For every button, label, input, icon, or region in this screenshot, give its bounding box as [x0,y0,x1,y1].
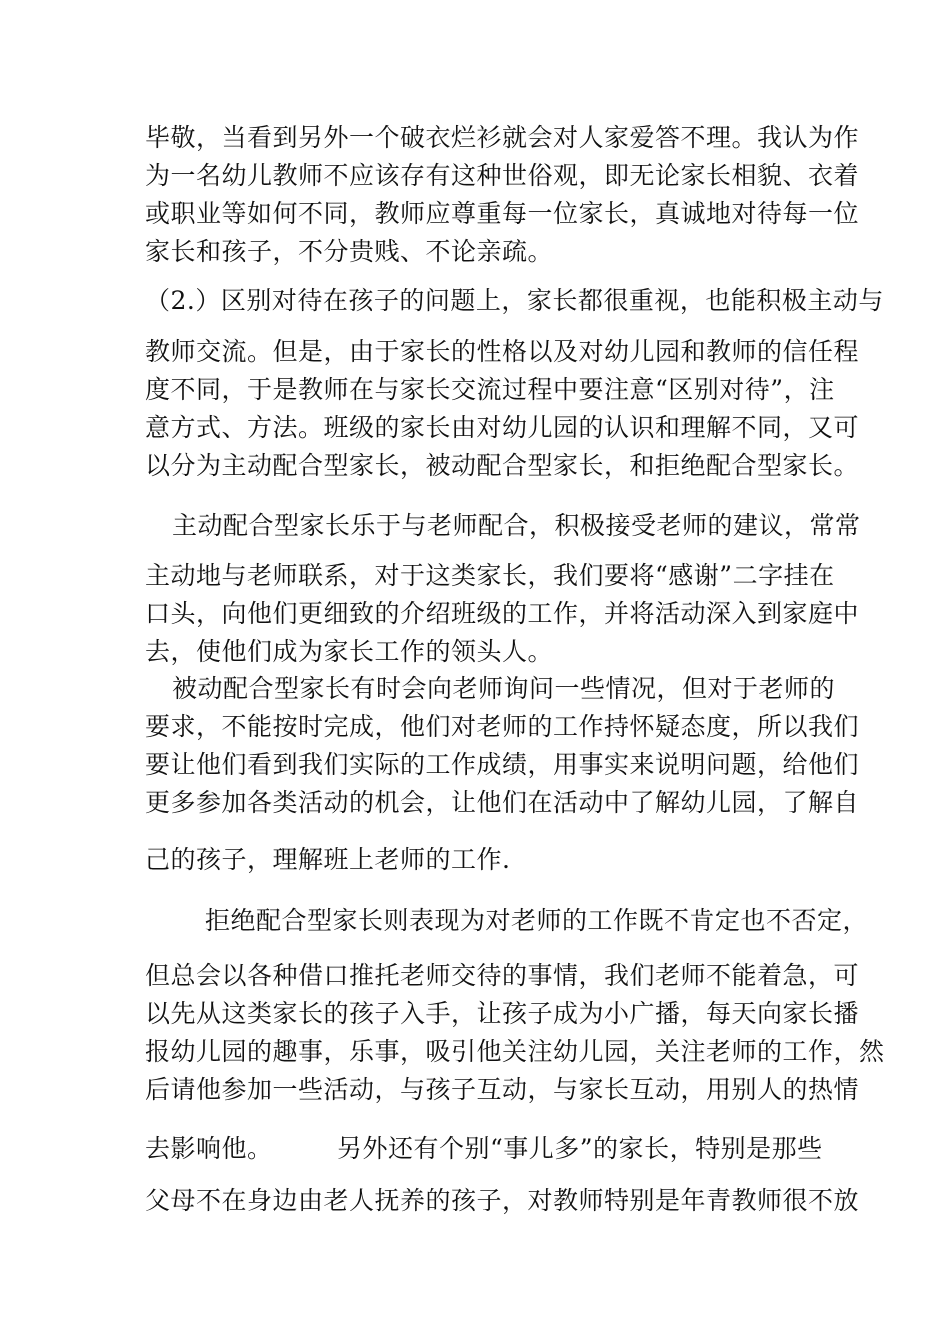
text-line: 要让他们看到我们实际的工作成绩，用事实来说明问题，给他们 [145,750,860,779]
text-line: 但总会以各种借口推托老师交待的事情，我们老师不能着急，可 [145,961,860,990]
text-line: 己的孩子，理解班上老师的工作. [145,845,511,874]
text-line: （2.）区别对待在孩子的问题上，家长都很重视，也能积极主动与 [145,286,884,315]
text-line: 度不同，于是教师在与家长交流过程中要注意“区别对待”，注 [145,375,835,404]
text-line: 父母不在身边由老人抚养的孩子，对教师特别是年青教师很不放 [145,1186,860,1215]
text-line: 主动地与老师联系，对于这类家长，我们要将“感谢”二字挂在 [145,561,835,590]
text-line: 后请他参加一些活动，与孩子互动，与家长互动，用别人的热情 [145,1075,860,1104]
text-line: 要求，不能按时完成，他们对老师的工作持怀疑态度，所以我们 [145,712,860,741]
text-line: 更多参加各类活动的机会，让他们在活动中了解幼儿园，了解自 [145,788,860,817]
text-line: 报幼儿园的趣事，乐事，吸引他关注幼儿园，关注老师的工作，然 [145,1037,885,1066]
text-line: 家长和孩子，不分贵贱、不论亲疏。 [145,237,554,266]
text-line: 为一名幼儿教师不应该存有这种世俗观，即无论家长相貌、衣着 [145,161,860,190]
text-line: 或职业等如何不同，教师应尊重每一位家长，真诚地对待每一位 [145,199,860,228]
text-line: 拒绝配合型家长则表现为对老师的工作既不肯定也不否定， [205,906,869,935]
text-line: 被动配合型家长有时会向老师询问一些情况，但对于老师的 [172,674,836,703]
text-line: 去，使他们成为家长工作的领头人。 [145,637,554,666]
text-line: 另外还有个别“事儿多”的家长，特别是那些 [337,1134,823,1163]
text-line: 口头，向他们更细致的介绍班级的工作，并将活动深入到家庭中 [145,599,860,628]
text-line: 教师交流。但是，由于家长的性格以及对幼儿园和教师的信任程 [145,337,860,366]
text-line: 主动配合型家长乐于与老师配合，积极接受老师的建议，常常 [172,511,861,540]
text-line: 意方式、方法。班级的家长由对幼儿园的认识和理解不同，又可 [145,413,860,442]
text-line: 毕敬，当看到另外一个破衣烂衫就会对人家爱答不理。我认为作 [145,123,860,152]
text-line: 以先从这类家长的孩子入手，让孩子成为小广播，每天向家长播 [145,999,860,1028]
text-line: 去影响他。 [145,1134,273,1163]
text-line: 以分为主动配合型家长，被动配合型家长，和拒绝配合型家长。 [145,451,860,480]
